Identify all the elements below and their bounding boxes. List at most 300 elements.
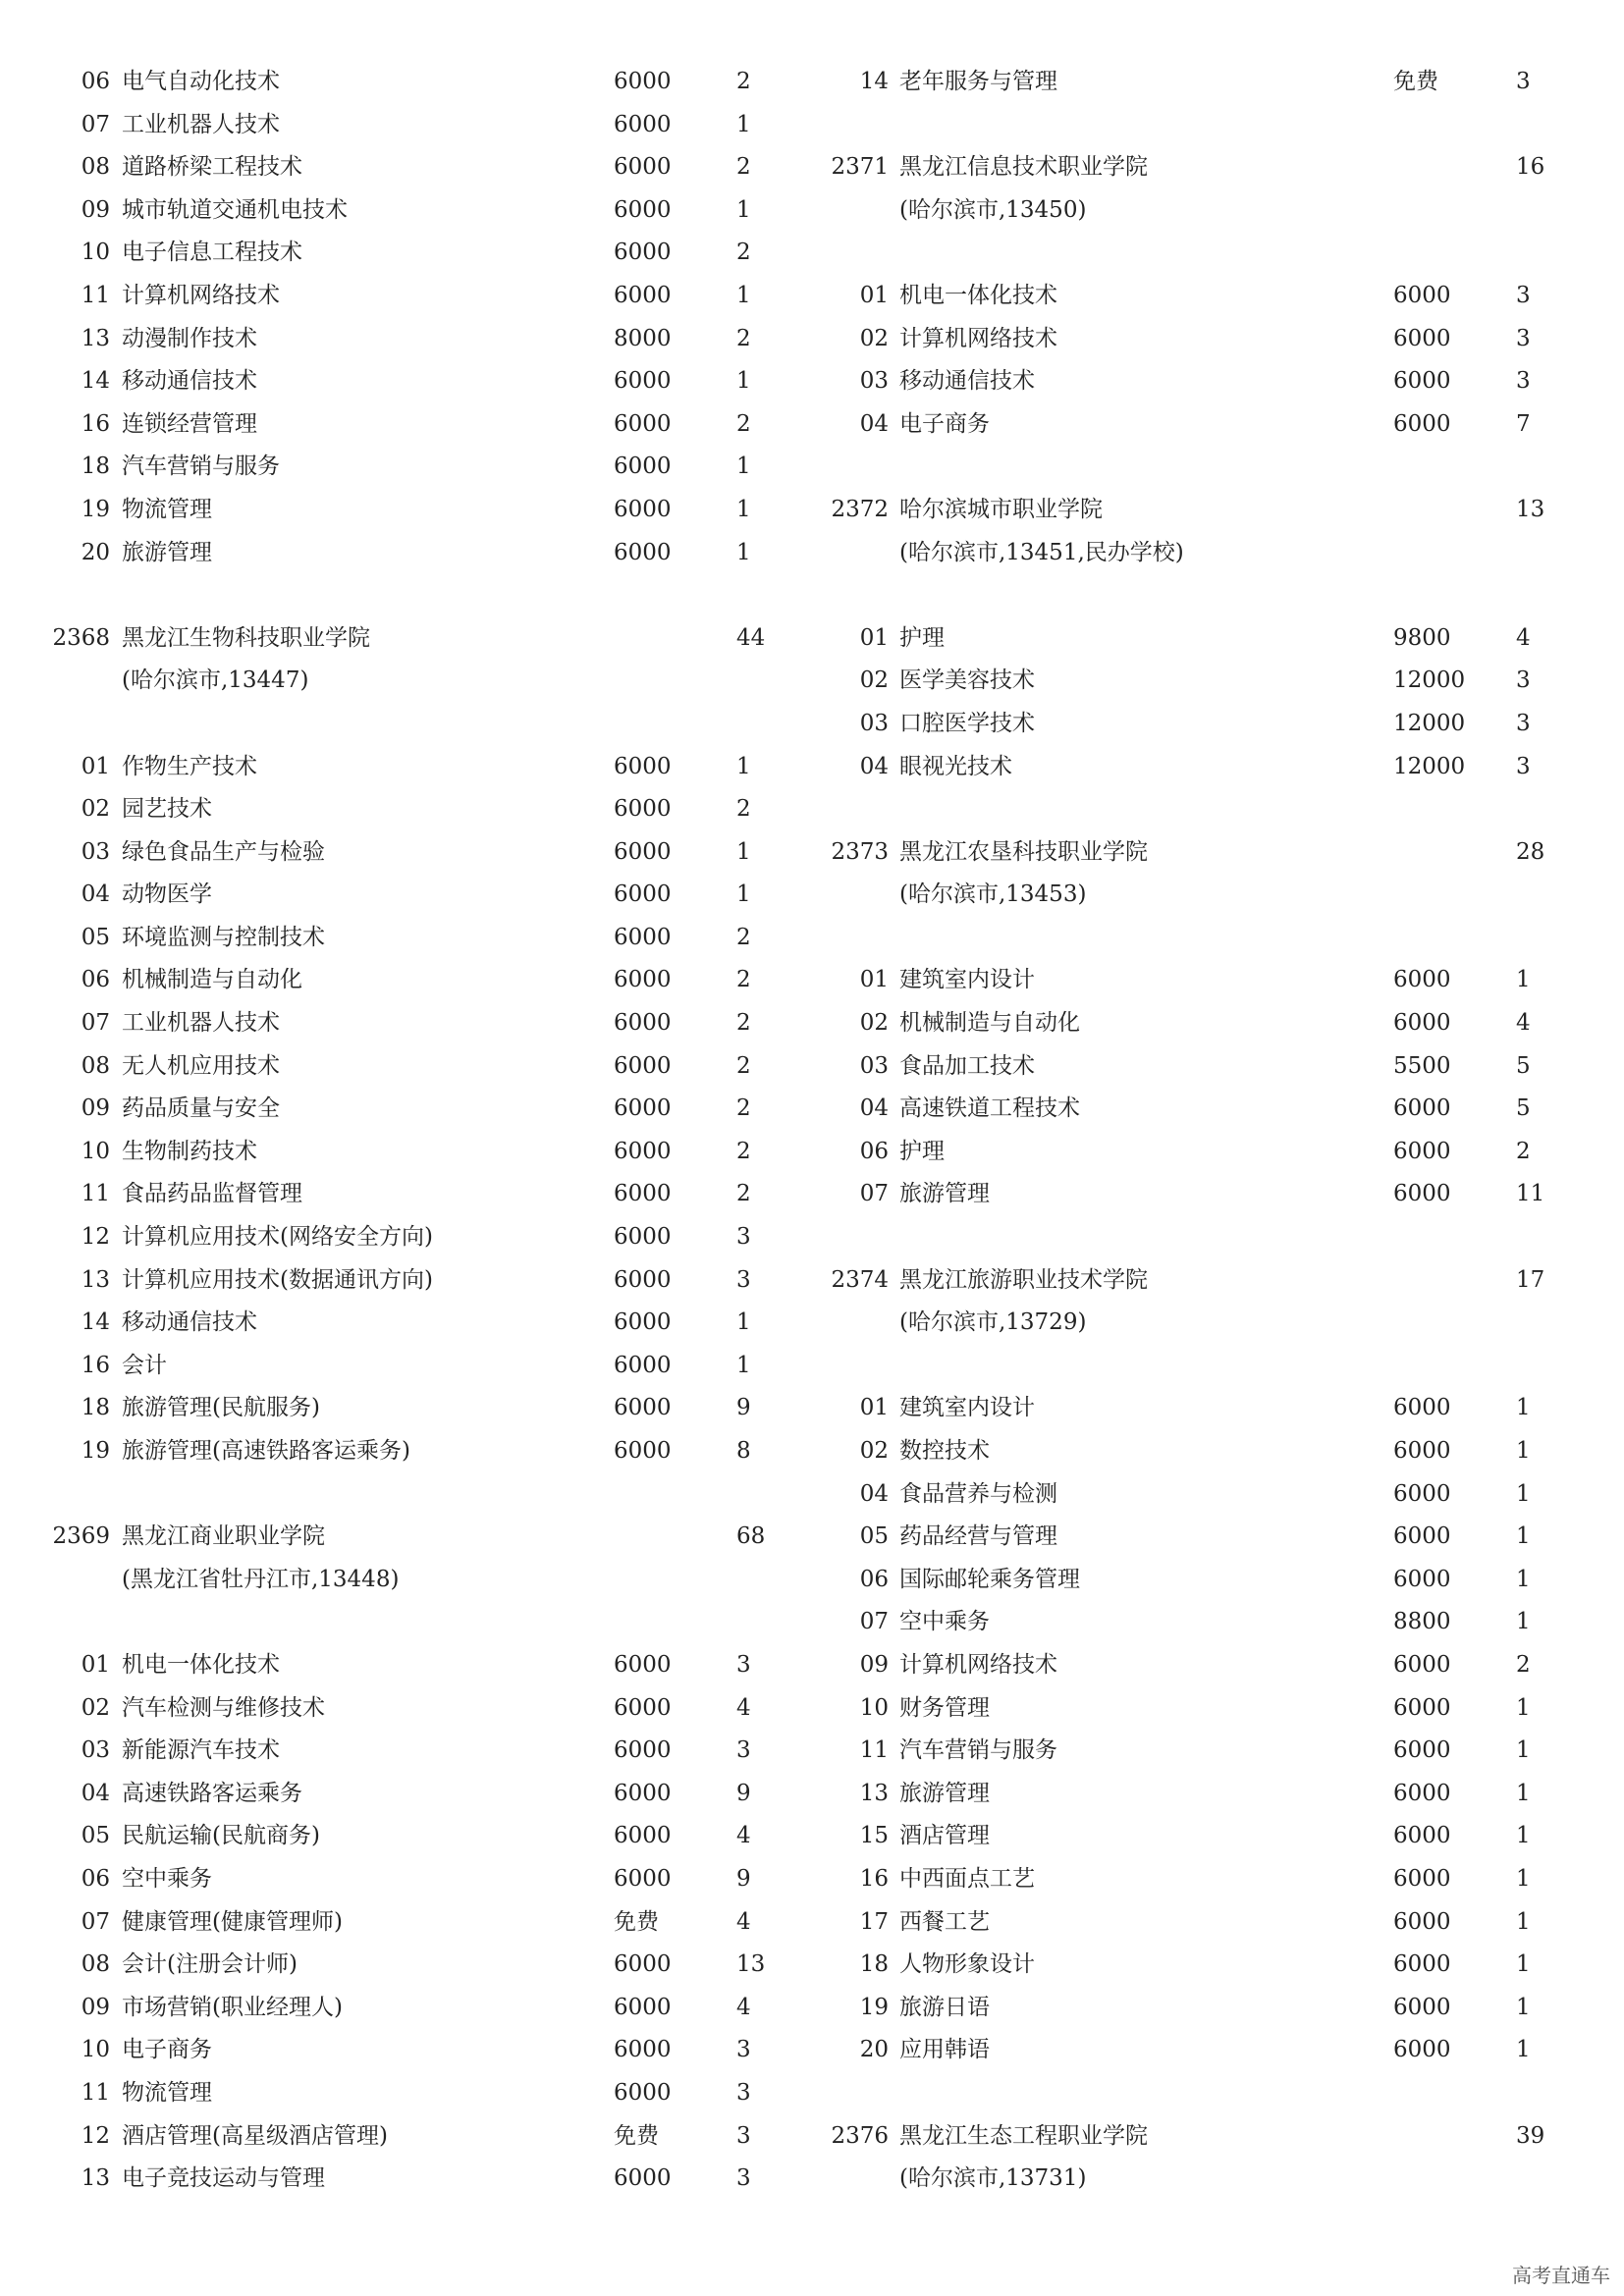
school-code: 2373	[831, 838, 889, 865]
major-code: 02	[859, 325, 889, 351]
major-row	[0, 232, 785, 275]
enrollment-plan: 4	[736, 1823, 751, 1849]
major-code: 08	[81, 1951, 110, 1978]
major-name: 会计(注册会计师)	[122, 1951, 298, 1978]
school-code: 2369	[52, 1523, 110, 1550]
major-name: 市场营销(职业经理人)	[122, 1994, 343, 2020]
tuition-fee: 6000	[614, 1395, 672, 1421]
major-row	[813, 1516, 1624, 1559]
major-row	[813, 703, 1624, 746]
tuition-fee: 6000	[614, 1138, 672, 1164]
enrollment-plan: 1	[736, 1352, 751, 1378]
school-header-row	[813, 146, 1624, 189]
major-code: 04	[81, 1780, 110, 1806]
tuition-fee: 6000	[614, 1010, 672, 1037]
enrollment-plan: 3	[1516, 710, 1531, 736]
major-code: 01	[859, 624, 889, 651]
enrollment-plan: 2	[736, 1095, 751, 1122]
enrollment-plan: 4	[736, 1908, 751, 1935]
tuition-fee: 6000	[614, 1181, 672, 1207]
major-row	[813, 1088, 1624, 1131]
enrollment-plan: 3	[1516, 325, 1531, 351]
major-code: 19	[81, 496, 110, 522]
enrollment-plan: 3	[1516, 69, 1531, 94]
major-name: 食品营养与检测	[899, 1480, 1057, 1507]
enrollment-plan: 2	[736, 967, 751, 993]
blank-line	[813, 1216, 1624, 1259]
major-code: 02	[81, 1694, 110, 1721]
blank-line	[813, 788, 1624, 831]
tuition-fee: 6000	[1393, 282, 1451, 308]
major-row	[0, 360, 785, 403]
major-name: 药品经营与管理	[899, 1523, 1057, 1550]
major-code: 02	[859, 1438, 889, 1464]
tuition-fee: 6000	[614, 1095, 672, 1122]
major-name: 中西面点工艺	[899, 1865, 1035, 1892]
major-row	[813, 1045, 1624, 1089]
tuition-fee: 6000	[1393, 1780, 1451, 1806]
school-total-plan: 16	[1516, 154, 1545, 181]
major-code: 08	[81, 1052, 110, 1079]
major-code: 05	[81, 1823, 110, 1849]
major-row	[813, 1473, 1624, 1517]
school-name: 哈尔滨城市职业学院	[899, 496, 1103, 522]
major-code: 11	[81, 2079, 110, 2106]
tuition-fee: 6000	[1393, 967, 1451, 993]
major-row	[813, 2029, 1624, 2072]
tuition-fee: 6000	[614, 1352, 672, 1378]
tuition-fee: 6000	[614, 753, 672, 779]
major-name: 机电一体化技术	[122, 1651, 280, 1678]
major-code: 12	[81, 2122, 110, 2149]
major-name: 环境监测与控制技术	[122, 924, 325, 950]
enrollment-plan: 3	[736, 1737, 751, 1764]
enrollment-plan: 1	[736, 881, 751, 908]
enrollment-plan: 2	[736, 1010, 751, 1037]
tuition-fee: 免费	[614, 2122, 659, 2149]
tuition-fee: 6000	[614, 796, 672, 823]
school-code: 2372	[831, 496, 889, 522]
major-code: 01	[81, 1651, 110, 1678]
tuition-fee: 6000	[1393, 325, 1451, 351]
major-code: 18	[859, 1951, 889, 1978]
school-location-note	[813, 874, 1624, 917]
major-name: 无人机应用技术	[122, 1052, 280, 1079]
major-name: 连锁经营管理	[122, 410, 257, 437]
tuition-fee: 6000	[614, 282, 672, 308]
major-code: 10	[81, 1138, 110, 1164]
major-row	[813, 1387, 1624, 1430]
major-name: 数控技术	[899, 1438, 990, 1464]
tuition-fee: 6000	[614, 1309, 672, 1336]
major-row	[0, 1088, 785, 1131]
school-header-row	[813, 489, 1624, 532]
right-column	[813, 61, 1624, 2201]
major-row	[0, 1730, 785, 1773]
tuition-fee: 6000	[614, 1266, 672, 1293]
enrollment-plan: 1	[1516, 1694, 1531, 1721]
major-row	[0, 146, 785, 189]
blank-line	[813, 574, 1624, 617]
tuition-fee: 6000	[1393, 1908, 1451, 1935]
tuition-fee: 6000	[614, 1823, 672, 1849]
enrollment-plan: 2	[736, 796, 751, 823]
major-name: 会计	[122, 1352, 167, 1378]
major-name: 生物制药技术	[122, 1138, 257, 1164]
tuition-fee: 6000	[614, 838, 672, 865]
blank-line	[813, 232, 1624, 275]
enrollment-plan: 4	[1516, 624, 1531, 651]
major-name: 健康管理(健康管理师)	[122, 1908, 343, 1935]
major-name: 汽车营销与服务	[122, 454, 280, 480]
major-name: 道路桥梁工程技术	[122, 154, 302, 181]
tuition-fee: 6000	[1393, 1994, 1451, 2020]
enrollment-plan: 1	[736, 496, 751, 522]
school-note-text: (哈尔滨市,13729)	[899, 1309, 1087, 1336]
school-header-row	[813, 831, 1624, 875]
tuition-fee: 12000	[1393, 753, 1466, 779]
tuition-fee: 6000	[614, 154, 672, 181]
enrollment-plan: 2	[1516, 1651, 1531, 1678]
major-code: 06	[859, 1138, 889, 1164]
major-code: 09	[81, 196, 110, 223]
blank-line	[813, 917, 1624, 960]
tuition-fee: 6000	[614, 1780, 672, 1806]
major-name: 机电一体化技术	[899, 282, 1057, 308]
enrollment-plan: 3	[736, 1651, 751, 1678]
major-code: 15	[859, 1823, 889, 1849]
major-name: 老年服务与管理	[899, 69, 1057, 94]
enrollment-plan: 3	[1516, 368, 1531, 395]
blank-line	[813, 446, 1624, 489]
major-row	[0, 1430, 785, 1473]
major-code: 04	[859, 1480, 889, 1507]
tuition-fee: 6000	[1393, 1737, 1451, 1764]
major-code: 13	[81, 1266, 110, 1293]
major-name: 工业机器人技术	[122, 1010, 280, 1037]
enrollment-plan: 1	[736, 282, 751, 308]
school-note-text: (黑龙江省牡丹江市,13448)	[122, 1566, 400, 1592]
major-row	[813, 61, 1624, 104]
major-row	[813, 1944, 1624, 1987]
tuition-fee: 6000	[1393, 410, 1451, 437]
tuition-fee: 6000	[614, 1694, 672, 1721]
major-row	[813, 318, 1624, 361]
major-name: 计算机网络技术	[899, 1651, 1057, 1678]
enrollment-plan: 2	[736, 154, 751, 181]
school-code: 2374	[831, 1266, 889, 1293]
enrollment-plan: 2	[1516, 1138, 1531, 1164]
major-name: 移动通信技术	[122, 368, 257, 395]
major-name: 移动通信技术	[899, 368, 1035, 395]
tuition-fee: 6000	[614, 1737, 672, 1764]
enrollment-plan: 4	[1516, 1010, 1531, 1037]
tuition-fee: 6000	[1393, 2037, 1451, 2063]
tuition-fee: 8000	[614, 325, 672, 351]
major-code: 13	[81, 325, 110, 351]
tuition-fee: 6000	[1393, 368, 1451, 395]
major-code: 11	[81, 282, 110, 308]
major-row	[0, 1815, 785, 1858]
enrollment-plan: 1	[1516, 1480, 1531, 1507]
enrollment-plan: 2	[736, 240, 751, 266]
school-location-note	[0, 1559, 785, 1602]
major-code: 02	[859, 667, 889, 694]
tuition-fee: 9800	[1393, 624, 1451, 651]
major-row	[0, 1173, 785, 1216]
major-code: 13	[859, 1780, 889, 1806]
major-row	[813, 660, 1624, 703]
major-code: 03	[81, 838, 110, 865]
major-row	[0, 1687, 785, 1731]
school-total-plan: 44	[736, 624, 766, 651]
major-code: 04	[859, 753, 889, 779]
tuition-fee: 6000	[1393, 1566, 1451, 1592]
tuition-fee: 6000	[614, 1651, 672, 1678]
enrollment-plan: 11	[1516, 1181, 1545, 1207]
major-name: 计算机网络技术	[122, 282, 280, 308]
enrollment-plan: 1	[1516, 1566, 1531, 1592]
major-code: 18	[81, 454, 110, 480]
school-location-note	[0, 660, 785, 703]
major-name: 空中乘务	[899, 1609, 990, 1635]
tuition-fee: 6000	[614, 967, 672, 993]
major-code: 09	[859, 1651, 889, 1678]
tuition-fee: 免费	[614, 1908, 659, 1935]
major-row	[0, 1131, 785, 1174]
major-row	[0, 1901, 785, 1945]
major-row	[0, 788, 785, 831]
school-header-row	[0, 617, 785, 661]
major-row	[0, 2115, 785, 2159]
school-total-plan: 39	[1516, 2122, 1545, 2149]
major-name: 计算机应用技术(数据通讯方向)	[122, 1266, 433, 1293]
major-name: 旅游管理	[899, 1780, 990, 1806]
enrollment-plan: 2	[736, 1138, 751, 1164]
major-row	[0, 1387, 785, 1430]
enrollment-plan: 2	[736, 410, 751, 437]
major-row	[0, 1644, 785, 1687]
major-code: 17	[859, 1908, 889, 1935]
school-total-plan: 28	[1516, 838, 1545, 865]
major-row	[0, 1259, 785, 1303]
enrollment-plan: 5	[1516, 1095, 1531, 1122]
major-code: 05	[859, 1523, 889, 1550]
tuition-fee: 12000	[1393, 667, 1466, 694]
enrollment-plan: 1	[736, 1309, 751, 1336]
major-name: 旅游管理	[899, 1181, 990, 1207]
major-code: 03	[859, 368, 889, 395]
enrollment-plan: 1	[1516, 967, 1531, 993]
major-name: 动物医学	[122, 881, 212, 908]
major-code: 14	[859, 69, 889, 94]
enrollment-plan: 1	[1516, 1780, 1531, 1806]
tuition-fee: 12000	[1393, 710, 1466, 736]
major-row	[813, 1773, 1624, 1816]
tuition-fee: 6000	[1393, 1010, 1451, 1037]
major-code: 10	[81, 240, 110, 266]
major-name: 作物生产技术	[122, 753, 257, 779]
major-row	[0, 275, 785, 318]
major-row	[0, 489, 785, 532]
major-name: 旅游管理(民航服务)	[122, 1395, 320, 1421]
major-code: 03	[859, 1052, 889, 1079]
enrollment-plan: 3	[1516, 753, 1531, 779]
enrollment-plan: 2	[736, 1052, 751, 1079]
major-code: 16	[81, 1352, 110, 1378]
school-total-plan: 68	[736, 1523, 766, 1550]
major-code: 02	[81, 796, 110, 823]
major-code: 16	[81, 410, 110, 437]
major-name: 移动通信技术	[122, 1309, 257, 1336]
tuition-fee: 6000	[614, 196, 672, 223]
major-name: 酒店管理(高星级酒店管理)	[122, 2122, 388, 2149]
major-name: 高速铁道工程技术	[899, 1095, 1080, 1122]
major-row	[0, 917, 785, 960]
watermark-brand: 高考直通车	[1512, 2264, 1610, 2287]
major-row	[0, 403, 785, 447]
major-code: 18	[81, 1395, 110, 1421]
enrollment-plan: 2	[736, 1181, 751, 1207]
major-code: 06	[81, 69, 110, 94]
major-row	[813, 1730, 1624, 1773]
major-row	[813, 360, 1624, 403]
enrollment-plan: 1	[736, 539, 751, 565]
major-name: 空中乘务	[122, 1865, 212, 1892]
major-name: 护理	[899, 1138, 945, 1164]
enrollment-plan: 8	[736, 1438, 751, 1464]
major-row	[0, 318, 785, 361]
major-name: 高速铁路客运乘务	[122, 1780, 302, 1806]
major-name: 动漫制作技术	[122, 325, 257, 351]
major-name: 建筑室内设计	[899, 967, 1035, 993]
major-name: 财务管理	[899, 1694, 990, 1721]
tuition-fee: 6000	[1393, 1095, 1451, 1122]
major-row	[0, 1216, 785, 1259]
major-row	[0, 446, 785, 489]
major-row	[813, 403, 1624, 447]
left-column	[0, 61, 785, 2201]
major-name: 电子商务	[122, 2037, 212, 2063]
major-name: 旅游日语	[899, 1994, 990, 2020]
major-row	[813, 746, 1624, 789]
major-code: 02	[859, 1010, 889, 1037]
enrollment-plan: 4	[736, 1994, 751, 2020]
major-code: 07	[81, 111, 110, 137]
tuition-fee: 6000	[1393, 1438, 1451, 1464]
tuition-fee: 6000	[1393, 1138, 1451, 1164]
major-code: 06	[859, 1566, 889, 1592]
enrollment-plan: 3	[736, 2165, 751, 2192]
enrollment-plan: 3	[736, 2037, 751, 2063]
major-name: 电子商务	[899, 410, 990, 437]
enrollment-plan: 1	[1516, 2037, 1531, 2063]
major-code: 20	[81, 539, 110, 565]
major-code: 13	[81, 2165, 110, 2192]
major-code: 07	[81, 1010, 110, 1037]
major-row	[813, 1173, 1624, 1216]
major-row	[0, 746, 785, 789]
enrollment-plan: 1	[736, 111, 751, 137]
major-code: 03	[859, 710, 889, 736]
major-row	[0, 831, 785, 875]
major-row	[813, 1687, 1624, 1731]
major-code: 04	[859, 1095, 889, 1122]
school-name: 黑龙江生物科技职业学院	[122, 624, 370, 651]
major-name: 汽车营销与服务	[899, 1737, 1057, 1764]
enrollment-plan: 1	[736, 196, 751, 223]
enrollment-plan: 2	[736, 924, 751, 950]
major-row	[813, 1002, 1624, 1045]
major-name: 药品质量与安全	[122, 1095, 280, 1122]
major-row	[0, 1345, 785, 1388]
major-row	[813, 959, 1624, 1002]
school-note-text: (哈尔滨市,13453)	[899, 881, 1087, 908]
school-name: 黑龙江旅游职业技术学院	[899, 1266, 1148, 1293]
major-row	[813, 275, 1624, 318]
major-code: 04	[859, 410, 889, 437]
school-note-text: (哈尔滨市,13451,民办学校)	[899, 539, 1184, 565]
tuition-fee: 6000	[614, 1865, 672, 1892]
tuition-fee: 5500	[1393, 1052, 1451, 1079]
major-name: 食品加工技术	[899, 1052, 1035, 1079]
major-name: 应用韩语	[899, 2037, 990, 2063]
enrollment-plan: 1	[1516, 1823, 1531, 1849]
tuition-fee: 6000	[1393, 1395, 1451, 1421]
blank-line	[0, 703, 785, 746]
tuition-fee: 免费	[1393, 69, 1438, 94]
major-row	[813, 1430, 1624, 1473]
major-code: 11	[81, 1181, 110, 1207]
blank-line	[813, 104, 1624, 147]
major-name: 计算机网络技术	[899, 325, 1057, 351]
major-code: 14	[81, 1309, 110, 1336]
tuition-fee: 6000	[1393, 1523, 1451, 1550]
enrollment-plan: 1	[1516, 1609, 1531, 1635]
tuition-fee: 6000	[614, 240, 672, 266]
major-row	[0, 1002, 785, 1045]
blank-line	[0, 1473, 785, 1517]
major-name: 医学美容技术	[899, 667, 1035, 694]
enrollment-plan: 1	[736, 753, 751, 779]
major-name: 食品药品监督管理	[122, 1181, 302, 1207]
major-name: 眼视光技术	[899, 753, 1012, 779]
major-name: 护理	[899, 624, 945, 651]
major-name: 园艺技术	[122, 796, 212, 823]
tuition-fee: 6000	[614, 496, 672, 522]
tuition-fee: 6000	[1393, 1951, 1451, 1978]
major-code: 19	[81, 1438, 110, 1464]
major-name: 电子信息工程技术	[122, 240, 302, 266]
tuition-fee: 6000	[614, 1052, 672, 1079]
school-code: 2376	[831, 2122, 889, 2149]
school-location-note	[813, 189, 1624, 233]
enrollment-plan: 3	[1516, 282, 1531, 308]
enrollment-plan: 1	[1516, 1438, 1531, 1464]
tuition-fee: 6000	[1393, 1694, 1451, 1721]
blank-line	[0, 574, 785, 617]
major-row	[813, 1901, 1624, 1945]
enrollment-plan: 1	[1516, 1865, 1531, 1892]
major-row	[0, 959, 785, 1002]
tuition-fee: 6000	[614, 2079, 672, 2106]
school-name: 黑龙江农垦科技职业学院	[899, 838, 1148, 865]
school-code: 2371	[831, 154, 889, 181]
enrollment-plan: 3	[736, 2079, 751, 2106]
major-row	[0, 189, 785, 233]
major-row	[813, 1987, 1624, 2030]
school-name: 黑龙江信息技术职业学院	[899, 154, 1148, 181]
